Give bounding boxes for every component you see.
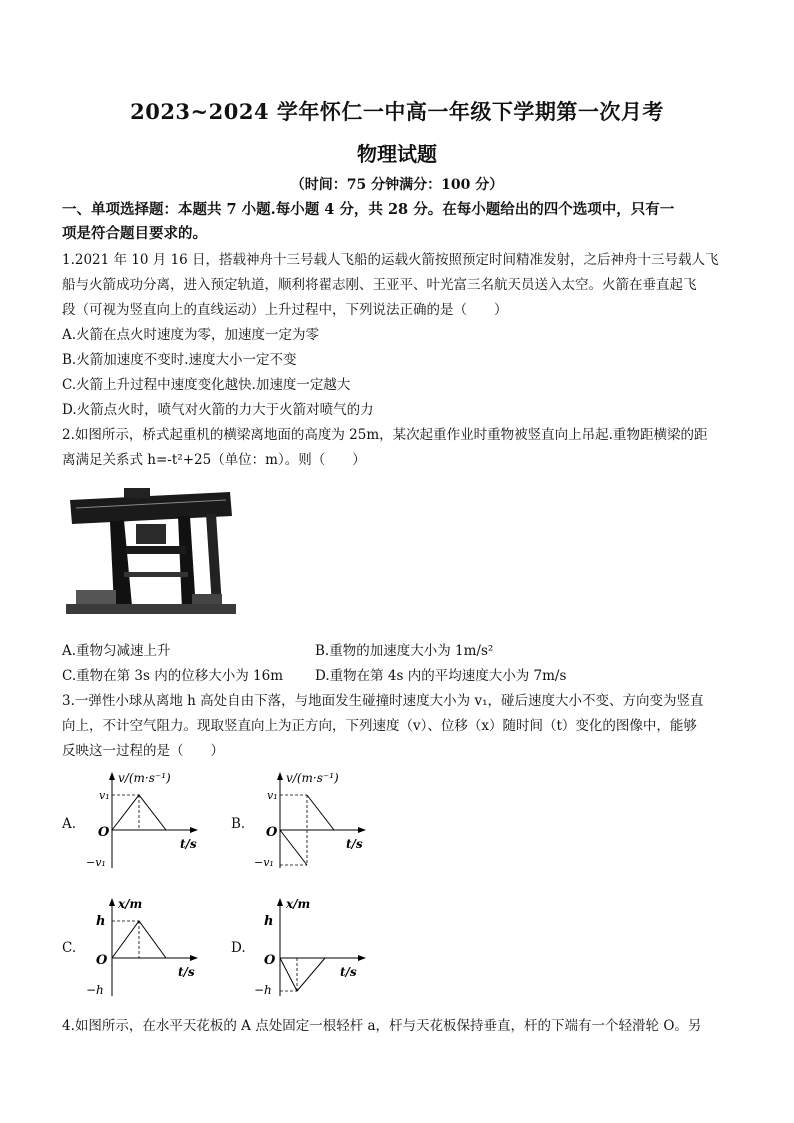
graph-c	[82, 894, 202, 1002]
q3-stem-line3: 反映这一过程的是（ ）	[62, 743, 224, 759]
q3-stem-line2: 向上，不计空气阻力。现取竖直向上为正方向，下列速度（v）、位移（x）随时间（t）变化的图像中，能够	[62, 718, 697, 734]
q1-option-b: B.火箭加速度不变时.速度大小一定不变	[62, 352, 297, 368]
q2-stem-line1: 2.如图所示，桥式起重机的横梁离地面的高度为 25m，某次起重作业时重物被竖直向上吊起.重物距横梁的距	[62, 427, 708, 443]
graph-b	[250, 768, 370, 878]
q1-stem-line2: 船与火箭成功分离，进入预定轨道，顺利将翟志刚、王亚平、叶光富三名航天员送入太空。火箭在垂直起飞	[62, 277, 697, 293]
graph-b-label: B.	[231, 816, 246, 832]
graph-b-top: v₁	[267, 789, 278, 802]
graph-d-label: D.	[231, 940, 246, 956]
time-info: （时间：75 分钟满分：100 分）	[290, 177, 504, 193]
graph-a	[82, 768, 202, 878]
exam-subtitle: 物理试题	[357, 142, 437, 166]
graph-a-top: v₁	[99, 789, 110, 802]
graph-b-y-axis: v/(m·s⁻¹)	[286, 771, 339, 785]
graph-a-bottom: −v₁	[86, 856, 106, 869]
section-heading-line2: 项是符合题目要求的。	[62, 225, 207, 242]
graph-c-y-axis: x/m	[118, 897, 143, 911]
graph-b-x-axis: t/s	[346, 837, 363, 851]
q2-option-d: D.重物在第 4s 内的平均速度大小为 7m/s	[315, 668, 567, 684]
q2-option-c: C.重物在第 3s 内的位移大小为 16m	[62, 668, 284, 684]
graph-c-top: h	[96, 914, 106, 929]
graph-d	[250, 894, 370, 1002]
graph-a-x-axis: t/s	[180, 837, 197, 851]
graph-c-bottom: −h	[86, 983, 104, 997]
q2-option-a: A.重物匀减速上升	[62, 643, 171, 659]
graph-d-origin: O	[264, 953, 276, 968]
q4-stem-line1: 4.如图所示，在水平天花板的 A 点处固定一根轻杆 a，杆与天花板保持垂直，杆的下端有一个轻滑轮 O。另	[62, 1018, 702, 1034]
exam-title: 2023~2024 学年怀仁一中高一年级下学期第一次月考	[130, 99, 664, 124]
graph-a-y-axis: v/(m·s⁻¹)	[118, 771, 171, 785]
graph-d-y-axis: x/m	[286, 897, 311, 911]
q1-option-d: D.火箭点火时，喷气对火箭的力大于火箭对喷气的力	[62, 402, 374, 418]
graph-d-top: h	[264, 914, 274, 929]
q1-stem-line1: 1.2021 年 10 月 16 日，搭载神舟十三号载人飞船的运载火箭按照预定时间精准发射，之后神舟十三号载人飞	[62, 252, 719, 268]
graph-c-label: C.	[62, 940, 77, 956]
crane-photo	[66, 486, 236, 620]
q1-option-a: A.火箭在点火时速度为零，加速度一定为零	[62, 327, 320, 343]
graph-d-x-axis: t/s	[340, 965, 357, 979]
graph-a-origin: O	[98, 825, 110, 840]
q1-option-c: C.火箭上升过程中速度变化越快.加速度一定越大	[62, 377, 351, 393]
q3-stem-line1: 3.一弹性小球从离地 h 高处自由下落，与地面发生碰撞时速度大小为 v₁，碰后速度大小不变、方向变为竖直	[62, 693, 704, 709]
graph-b-bottom: −v₁	[254, 856, 274, 869]
graph-b-origin: O	[266, 825, 278, 840]
graph-c-origin: O	[96, 953, 108, 968]
graph-a-label: A.	[62, 816, 77, 832]
graph-c-x-axis: t/s	[178, 965, 195, 979]
q2-stem-line2: 离满足关系式 h=-t²+25（单位：m）。则（ ）	[62, 452, 366, 468]
section-heading-line1: 一、单项选择题：本题共 7 小题.每小题 4 分，共 28 分。在每小题给出的四个选项中，只有一	[62, 201, 675, 218]
q1-stem-line3: 段（可视为竖直向上的直线运动）上升过程中，下列说法正确的是（ ）	[62, 302, 508, 318]
graph-d-bottom: −h	[254, 983, 272, 997]
q2-option-b: B.重物的加速度大小为 1m/s²	[315, 643, 494, 659]
